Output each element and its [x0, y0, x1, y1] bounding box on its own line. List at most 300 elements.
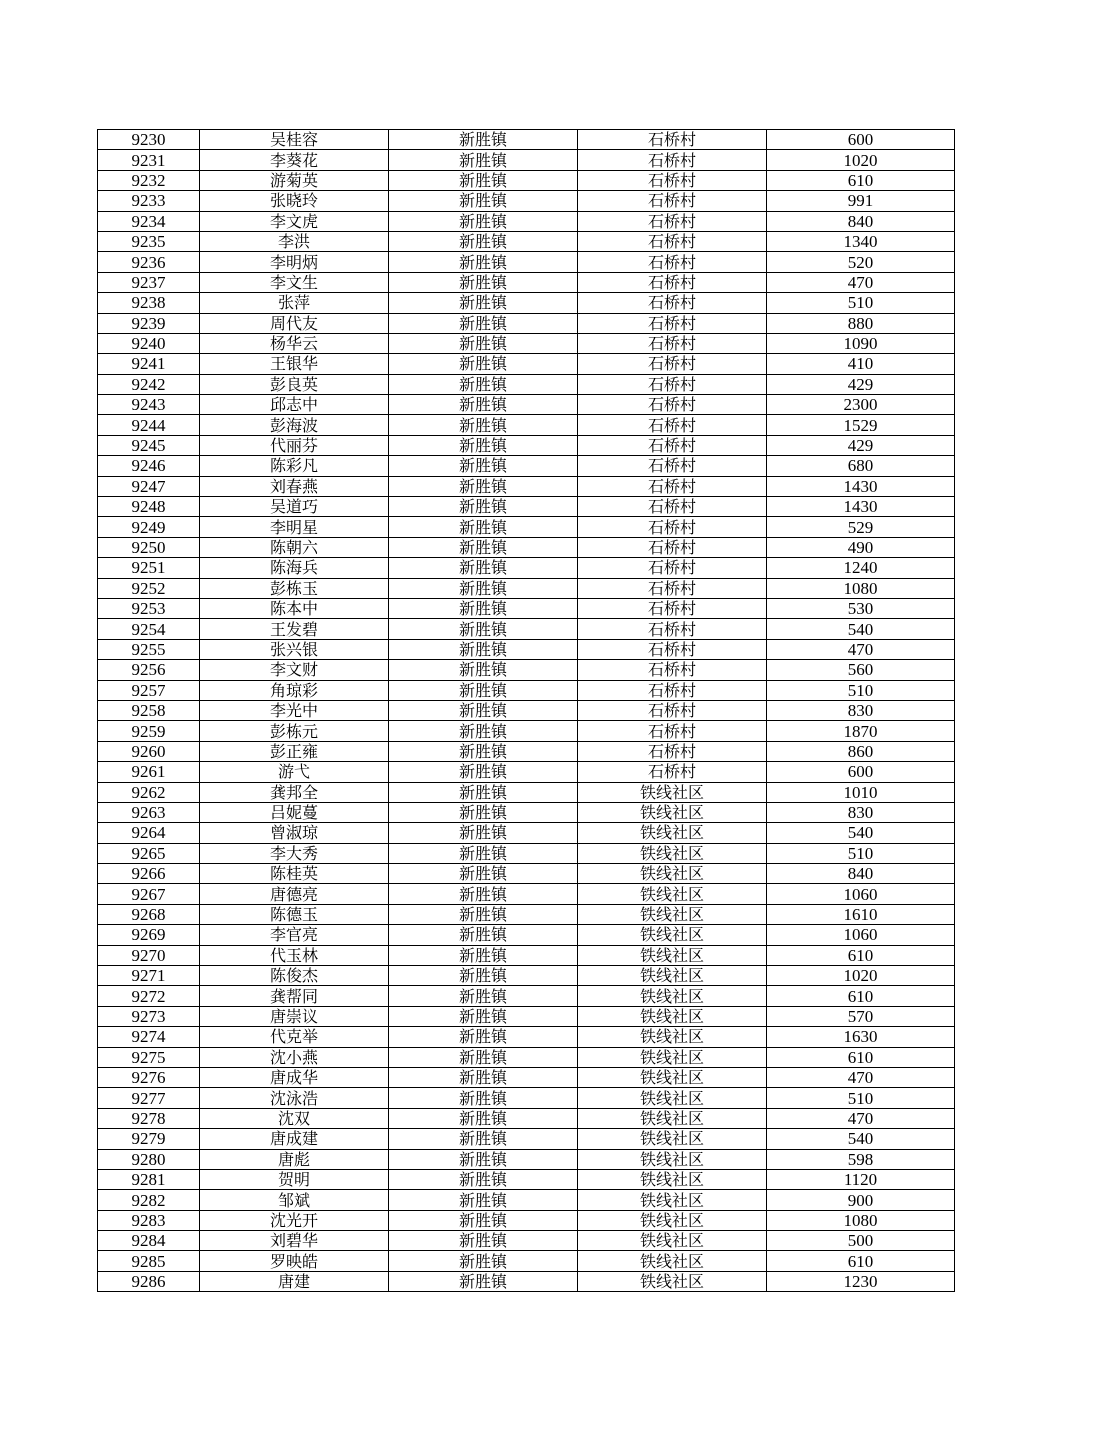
name-cell: 李文财 — [200, 660, 389, 680]
row-number-cell: 9231 — [98, 150, 200, 170]
table-row — [98, 517, 955, 537]
village-cell: 石桥村 — [578, 293, 767, 313]
row-number-cell: 9259 — [98, 721, 200, 741]
town-cell: 新胜镇 — [389, 476, 578, 496]
village-cell: 石桥村 — [578, 619, 767, 639]
row-number-cell: 9262 — [98, 782, 200, 802]
village-cell: 石桥村 — [578, 700, 767, 720]
row-number-cell: 9237 — [98, 272, 200, 292]
town-cell: 新胜镇 — [389, 802, 578, 822]
row-number-cell: 9268 — [98, 904, 200, 924]
village-cell: 铁线社区 — [578, 1210, 767, 1230]
row-number-cell: 9238 — [98, 293, 200, 313]
amount-cell: 1080 — [767, 578, 955, 598]
table-row — [98, 1169, 955, 1189]
table-row — [98, 619, 955, 639]
name-cell: 彭栋元 — [200, 721, 389, 741]
town-cell: 新胜镇 — [389, 1271, 578, 1291]
village-cell: 石桥村 — [578, 231, 767, 251]
table-row — [98, 1129, 955, 1149]
table-row — [98, 333, 955, 353]
town-cell: 新胜镇 — [389, 456, 578, 476]
row-number-cell: 9256 — [98, 660, 200, 680]
name-cell: 邹斌 — [200, 1190, 389, 1210]
town-cell: 新胜镇 — [389, 333, 578, 353]
amount-cell: 540 — [767, 619, 955, 639]
town-cell: 新胜镇 — [389, 1231, 578, 1251]
town-cell: 新胜镇 — [389, 1251, 578, 1271]
row-number-cell: 9239 — [98, 313, 200, 333]
town-cell: 新胜镇 — [389, 231, 578, 251]
row-number-cell: 9284 — [98, 1231, 200, 1251]
table-row — [98, 1149, 955, 1169]
row-number-cell: 9258 — [98, 700, 200, 720]
name-cell: 游菊英 — [200, 170, 389, 190]
town-cell: 新胜镇 — [389, 435, 578, 455]
amount-cell: 1630 — [767, 1027, 955, 1047]
row-number-cell: 9233 — [98, 191, 200, 211]
table-body — [98, 130, 955, 1292]
village-cell: 石桥村 — [578, 497, 767, 517]
village-cell: 石桥村 — [578, 354, 767, 374]
town-cell: 新胜镇 — [389, 864, 578, 884]
name-cell: 代玉林 — [200, 945, 389, 965]
table-row — [98, 1047, 955, 1067]
village-cell: 铁线社区 — [578, 1231, 767, 1251]
name-cell: 杨华云 — [200, 333, 389, 353]
village-cell: 铁线社区 — [578, 1027, 767, 1047]
table-row — [98, 1251, 955, 1271]
town-cell: 新胜镇 — [389, 1108, 578, 1128]
town-cell: 新胜镇 — [389, 191, 578, 211]
village-cell: 铁线社区 — [578, 802, 767, 822]
name-cell: 刘春燕 — [200, 476, 389, 496]
amount-cell: 540 — [767, 1129, 955, 1149]
name-cell: 陈彩凡 — [200, 456, 389, 476]
amount-cell: 1610 — [767, 904, 955, 924]
town-cell: 新胜镇 — [389, 598, 578, 618]
row-number-cell: 9247 — [98, 476, 200, 496]
name-cell: 陈海兵 — [200, 558, 389, 578]
amount-cell: 598 — [767, 1149, 955, 1169]
table-row — [98, 537, 955, 557]
village-cell: 石桥村 — [578, 578, 767, 598]
name-cell: 吴道巧 — [200, 497, 389, 517]
village-cell: 石桥村 — [578, 395, 767, 415]
village-cell: 石桥村 — [578, 191, 767, 211]
amount-cell: 610 — [767, 1251, 955, 1271]
town-cell: 新胜镇 — [389, 823, 578, 843]
village-cell: 铁线社区 — [578, 1149, 767, 1169]
amount-cell: 830 — [767, 700, 955, 720]
table-row — [98, 721, 955, 741]
amount-cell: 830 — [767, 802, 955, 822]
row-number-cell: 9242 — [98, 374, 200, 394]
row-number-cell: 9255 — [98, 639, 200, 659]
amount-cell: 610 — [767, 945, 955, 965]
town-cell: 新胜镇 — [389, 986, 578, 1006]
name-cell: 彭海波 — [200, 415, 389, 435]
table-row — [98, 925, 955, 945]
table-row — [98, 1027, 955, 1047]
village-cell: 石桥村 — [578, 170, 767, 190]
name-cell: 吕妮蔓 — [200, 802, 389, 822]
row-number-cell: 9264 — [98, 823, 200, 843]
table-row — [98, 313, 955, 333]
name-cell: 沈泳浩 — [200, 1088, 389, 1108]
town-cell: 新胜镇 — [389, 170, 578, 190]
town-cell: 新胜镇 — [389, 843, 578, 863]
village-cell: 铁线社区 — [578, 884, 767, 904]
name-cell: 张晓玲 — [200, 191, 389, 211]
name-cell: 彭正雍 — [200, 741, 389, 761]
town-cell: 新胜镇 — [389, 578, 578, 598]
amount-cell: 610 — [767, 986, 955, 1006]
amount-cell: 860 — [767, 741, 955, 761]
village-cell: 石桥村 — [578, 660, 767, 680]
amount-cell: 410 — [767, 354, 955, 374]
town-cell: 新胜镇 — [389, 700, 578, 720]
amount-cell: 1090 — [767, 333, 955, 353]
row-number-cell: 9286 — [98, 1271, 200, 1291]
village-cell: 铁线社区 — [578, 1190, 767, 1210]
village-cell: 铁线社区 — [578, 1047, 767, 1067]
row-number-cell: 9285 — [98, 1251, 200, 1271]
town-cell: 新胜镇 — [389, 1190, 578, 1210]
table-row — [98, 374, 955, 394]
name-cell: 李官亮 — [200, 925, 389, 945]
village-cell: 石桥村 — [578, 130, 767, 150]
name-cell: 贺明 — [200, 1169, 389, 1189]
table-row — [98, 741, 955, 761]
row-number-cell: 9280 — [98, 1149, 200, 1169]
village-cell: 铁线社区 — [578, 864, 767, 884]
name-cell: 李洪 — [200, 231, 389, 251]
town-cell: 新胜镇 — [389, 150, 578, 170]
town-cell: 新胜镇 — [389, 639, 578, 659]
row-number-cell: 9250 — [98, 537, 200, 557]
town-cell: 新胜镇 — [389, 517, 578, 537]
table-row — [98, 884, 955, 904]
table-row — [98, 130, 955, 150]
row-number-cell: 9272 — [98, 986, 200, 1006]
table-row — [98, 456, 955, 476]
table-row — [98, 1088, 955, 1108]
name-cell: 曾淑琼 — [200, 823, 389, 843]
row-number-cell: 9270 — [98, 945, 200, 965]
name-cell: 李文虎 — [200, 211, 389, 231]
village-cell: 石桥村 — [578, 721, 767, 741]
name-cell: 陈德玉 — [200, 904, 389, 924]
table-row — [98, 986, 955, 1006]
town-cell: 新胜镇 — [389, 1006, 578, 1026]
amount-cell: 490 — [767, 537, 955, 557]
name-cell: 邱志中 — [200, 395, 389, 415]
name-cell: 唐崇议 — [200, 1006, 389, 1026]
table-row — [98, 945, 955, 965]
village-cell: 铁线社区 — [578, 1271, 767, 1291]
amount-cell: 570 — [767, 1006, 955, 1026]
amount-cell: 429 — [767, 435, 955, 455]
table-row — [98, 864, 955, 884]
row-number-cell: 9232 — [98, 170, 200, 190]
row-number-cell: 9282 — [98, 1190, 200, 1210]
amount-cell: 510 — [767, 293, 955, 313]
table-row — [98, 598, 955, 618]
village-cell: 石桥村 — [578, 313, 767, 333]
amount-cell: 470 — [767, 639, 955, 659]
row-number-cell: 9269 — [98, 925, 200, 945]
name-cell: 吴桂容 — [200, 130, 389, 150]
town-cell: 新胜镇 — [389, 293, 578, 313]
amount-cell: 1870 — [767, 721, 955, 741]
row-number-cell: 9277 — [98, 1088, 200, 1108]
table-row — [98, 1231, 955, 1251]
town-cell: 新胜镇 — [389, 1149, 578, 1169]
table-row — [98, 272, 955, 292]
table-row — [98, 1271, 955, 1291]
row-number-cell: 9252 — [98, 578, 200, 598]
amount-cell: 1010 — [767, 782, 955, 802]
name-cell: 唐建 — [200, 1271, 389, 1291]
village-cell: 石桥村 — [578, 456, 767, 476]
name-cell: 刘碧华 — [200, 1231, 389, 1251]
amount-cell: 470 — [767, 272, 955, 292]
town-cell: 新胜镇 — [389, 1088, 578, 1108]
row-number-cell: 9244 — [98, 415, 200, 435]
village-cell: 石桥村 — [578, 435, 767, 455]
town-cell: 新胜镇 — [389, 1047, 578, 1067]
village-cell: 石桥村 — [578, 639, 767, 659]
table-row — [98, 191, 955, 211]
amount-cell: 1060 — [767, 925, 955, 945]
town-cell: 新胜镇 — [389, 374, 578, 394]
table-row — [98, 211, 955, 231]
row-number-cell: 9267 — [98, 884, 200, 904]
table-row — [98, 558, 955, 578]
table-row — [98, 639, 955, 659]
table-row — [98, 823, 955, 843]
village-cell: 石桥村 — [578, 762, 767, 782]
town-cell: 新胜镇 — [389, 558, 578, 578]
row-number-cell: 9240 — [98, 333, 200, 353]
amount-cell: 1080 — [767, 1210, 955, 1230]
name-cell: 罗映皓 — [200, 1251, 389, 1271]
row-number-cell: 9275 — [98, 1047, 200, 1067]
town-cell: 新胜镇 — [389, 537, 578, 557]
row-number-cell: 9230 — [98, 130, 200, 150]
town-cell: 新胜镇 — [389, 680, 578, 700]
row-number-cell: 9279 — [98, 1129, 200, 1149]
table-row — [98, 231, 955, 251]
row-number-cell: 9266 — [98, 864, 200, 884]
name-cell: 龚邦全 — [200, 782, 389, 802]
town-cell: 新胜镇 — [389, 1210, 578, 1230]
row-number-cell: 9273 — [98, 1006, 200, 1026]
name-cell: 龚帮同 — [200, 986, 389, 1006]
row-number-cell: 9235 — [98, 231, 200, 251]
village-cell: 铁线社区 — [578, 1067, 767, 1087]
town-cell: 新胜镇 — [389, 211, 578, 231]
name-cell: 周代友 — [200, 313, 389, 333]
village-cell: 铁线社区 — [578, 1108, 767, 1128]
name-cell: 唐德亮 — [200, 884, 389, 904]
town-cell: 新胜镇 — [389, 782, 578, 802]
town-cell: 新胜镇 — [389, 252, 578, 272]
name-cell: 陈朝六 — [200, 537, 389, 557]
amount-cell: 2300 — [767, 395, 955, 415]
table-row — [98, 476, 955, 496]
name-cell: 陈俊杰 — [200, 966, 389, 986]
amount-cell: 1230 — [767, 1271, 955, 1291]
town-cell: 新胜镇 — [389, 1027, 578, 1047]
name-cell: 彭栋玉 — [200, 578, 389, 598]
name-cell: 角琼彩 — [200, 680, 389, 700]
name-cell: 唐彪 — [200, 1149, 389, 1169]
name-cell: 游弋 — [200, 762, 389, 782]
table-row — [98, 293, 955, 313]
town-cell: 新胜镇 — [389, 1169, 578, 1189]
village-cell: 铁线社区 — [578, 925, 767, 945]
village-cell: 石桥村 — [578, 211, 767, 231]
village-cell: 石桥村 — [578, 333, 767, 353]
amount-cell: 560 — [767, 660, 955, 680]
town-cell: 新胜镇 — [389, 884, 578, 904]
table-row — [98, 1108, 955, 1128]
town-cell: 新胜镇 — [389, 130, 578, 150]
name-cell: 李葵花 — [200, 150, 389, 170]
name-cell: 沈小燕 — [200, 1047, 389, 1067]
row-number-cell: 9251 — [98, 558, 200, 578]
name-cell: 李文生 — [200, 272, 389, 292]
village-cell: 石桥村 — [578, 476, 767, 496]
table-row — [98, 354, 955, 374]
row-number-cell: 9274 — [98, 1027, 200, 1047]
table-row — [98, 150, 955, 170]
row-number-cell: 9261 — [98, 762, 200, 782]
row-number-cell: 9234 — [98, 211, 200, 231]
amount-cell: 1120 — [767, 1169, 955, 1189]
row-number-cell: 9249 — [98, 517, 200, 537]
name-cell: 代丽芬 — [200, 435, 389, 455]
village-cell: 石桥村 — [578, 558, 767, 578]
town-cell: 新胜镇 — [389, 660, 578, 680]
amount-cell: 1060 — [767, 884, 955, 904]
village-cell: 铁线社区 — [578, 823, 767, 843]
name-cell: 彭良英 — [200, 374, 389, 394]
table-row — [98, 700, 955, 720]
row-number-cell: 9283 — [98, 1210, 200, 1230]
village-cell: 铁线社区 — [578, 1169, 767, 1189]
row-number-cell: 9236 — [98, 252, 200, 272]
village-cell: 石桥村 — [578, 517, 767, 537]
row-number-cell: 9254 — [98, 619, 200, 639]
amount-cell: 429 — [767, 374, 955, 394]
amount-cell: 500 — [767, 1231, 955, 1251]
village-cell: 铁线社区 — [578, 1129, 767, 1149]
town-cell: 新胜镇 — [389, 313, 578, 333]
village-cell: 铁线社区 — [578, 986, 767, 1006]
town-cell: 新胜镇 — [389, 741, 578, 761]
name-cell: 陈桂英 — [200, 864, 389, 884]
table-row — [98, 966, 955, 986]
amount-cell: 510 — [767, 1088, 955, 1108]
village-cell: 石桥村 — [578, 598, 767, 618]
table-row — [98, 660, 955, 680]
name-cell: 陈本中 — [200, 598, 389, 618]
table-row — [98, 497, 955, 517]
row-number-cell: 9253 — [98, 598, 200, 618]
village-cell: 石桥村 — [578, 252, 767, 272]
amount-cell: 529 — [767, 517, 955, 537]
town-cell: 新胜镇 — [389, 925, 578, 945]
name-cell: 张萍 — [200, 293, 389, 313]
table-row — [98, 843, 955, 863]
amount-cell: 520 — [767, 252, 955, 272]
table-row — [98, 578, 955, 598]
name-cell: 李大秀 — [200, 843, 389, 863]
town-cell: 新胜镇 — [389, 619, 578, 639]
amount-cell: 900 — [767, 1190, 955, 1210]
row-number-cell: 9278 — [98, 1108, 200, 1128]
name-cell: 李明星 — [200, 517, 389, 537]
name-cell: 王银华 — [200, 354, 389, 374]
town-cell: 新胜镇 — [389, 762, 578, 782]
row-number-cell: 9246 — [98, 456, 200, 476]
village-cell: 石桥村 — [578, 680, 767, 700]
amount-cell: 1020 — [767, 966, 955, 986]
village-cell: 铁线社区 — [578, 904, 767, 924]
town-cell: 新胜镇 — [389, 966, 578, 986]
village-cell: 铁线社区 — [578, 966, 767, 986]
table-row — [98, 170, 955, 190]
amount-cell: 600 — [767, 762, 955, 782]
town-cell: 新胜镇 — [389, 497, 578, 517]
name-cell: 沈双 — [200, 1108, 389, 1128]
row-number-cell: 9263 — [98, 802, 200, 822]
village-cell: 铁线社区 — [578, 782, 767, 802]
town-cell: 新胜镇 — [389, 904, 578, 924]
village-cell: 铁线社区 — [578, 843, 767, 863]
amount-cell: 510 — [767, 843, 955, 863]
table-row — [98, 762, 955, 782]
village-cell: 石桥村 — [578, 741, 767, 761]
name-cell: 王发碧 — [200, 619, 389, 639]
village-cell: 石桥村 — [578, 150, 767, 170]
amount-cell: 470 — [767, 1067, 955, 1087]
amount-cell: 530 — [767, 598, 955, 618]
row-number-cell: 9265 — [98, 843, 200, 863]
name-cell: 李明炳 — [200, 252, 389, 272]
amount-cell: 610 — [767, 170, 955, 190]
table-row — [98, 252, 955, 272]
amount-cell: 991 — [767, 191, 955, 211]
row-number-cell: 9260 — [98, 741, 200, 761]
town-cell: 新胜镇 — [389, 1067, 578, 1087]
amount-cell: 1529 — [767, 415, 955, 435]
amount-cell: 1340 — [767, 231, 955, 251]
amount-cell: 510 — [767, 680, 955, 700]
town-cell: 新胜镇 — [389, 395, 578, 415]
table-row — [98, 1190, 955, 1210]
town-cell: 新胜镇 — [389, 272, 578, 292]
village-cell: 石桥村 — [578, 537, 767, 557]
name-cell: 唐成建 — [200, 1129, 389, 1149]
town-cell: 新胜镇 — [389, 1129, 578, 1149]
amount-cell: 880 — [767, 313, 955, 333]
amount-cell: 840 — [767, 211, 955, 231]
table-row — [98, 802, 955, 822]
